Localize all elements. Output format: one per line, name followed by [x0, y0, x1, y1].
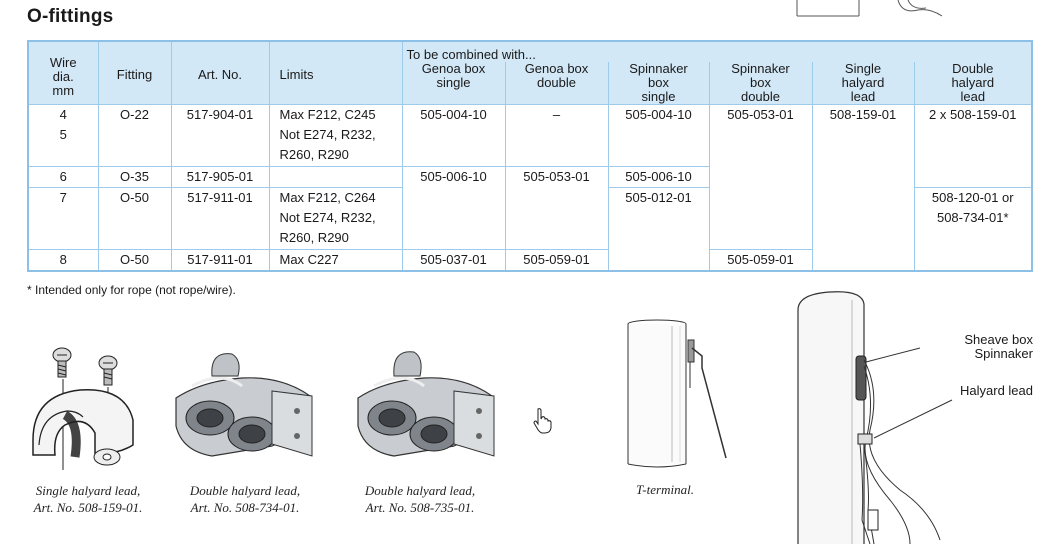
cell-art-no: 517-911-01	[171, 187, 269, 249]
cell-genoa-double: –	[505, 105, 608, 167]
cell-genoa-double: 505-053-01	[505, 166, 608, 249]
cell-wire: 6	[28, 166, 98, 187]
table-row	[28, 105, 1032, 167]
header-genoa-double: Genoa box double	[505, 62, 608, 105]
cell-double-halyard-lead: 2 x 508-159-01	[914, 105, 1032, 188]
cell-art-no: 517-905-01	[171, 166, 269, 187]
cell-genoa-single: 505-004-10	[402, 105, 505, 167]
mast-sheave-box-image	[790, 290, 960, 544]
single-halyard-lead-image	[25, 345, 145, 475]
cell-fitting: O-50	[98, 187, 171, 249]
cell-genoa-double: 505-059-01	[505, 249, 608, 271]
cell-art-no: 517-911-01	[171, 249, 269, 271]
cell-art-no: 517-904-01	[171, 105, 269, 167]
cell-single-halyard-lead: 508-159-01	[812, 105, 914, 272]
cell-spinnaker-double: 505-059-01	[709, 249, 812, 271]
sheave-box-callout: Sheave box Spinnaker	[964, 332, 1033, 361]
specification-table	[27, 40, 1033, 272]
cell-fitting: O-50	[98, 249, 171, 271]
header-spinnaker-double: Spinnaker box double	[709, 62, 812, 105]
cell-spinnaker-single: 505-012-01	[608, 187, 709, 271]
header-spinnaker-single: Spinnaker box single	[608, 62, 709, 105]
cell-limits: Max F212, C264 Not E274, R232, R260, R290	[269, 187, 402, 249]
header-wire-dia: Wire dia. mm	[28, 41, 98, 105]
double-halyard-lead-735-caption: Double halyard lead, Art. No. 508-735-01.	[364, 483, 476, 515]
cell-fitting: O-22	[98, 105, 171, 167]
cell-genoa-single: 505-006-10	[402, 166, 505, 249]
double-halyard-lead-734-caption: Double halyard lead, Art. No. 508-734-01.	[189, 483, 301, 515]
double-halyard-lead-735-image	[352, 344, 502, 476]
header-limits: Limits	[269, 41, 402, 105]
cell-wire: 7	[28, 187, 98, 249]
cell-limits	[269, 166, 402, 187]
hand-cursor-icon	[533, 408, 553, 434]
cell-spinnaker-single: 505-006-10	[608, 166, 709, 187]
header-combined-with: To be combined with...	[402, 41, 1032, 62]
header-genoa-single: Genoa box single	[402, 62, 505, 105]
cell-double-halyard-lead: 508-120-01 or 508-734-01*	[914, 187, 1032, 271]
header-fitting: Fitting	[98, 41, 171, 105]
cell-limits: Max C227	[269, 249, 402, 271]
double-halyard-lead-734-image	[172, 346, 322, 476]
header-art-no: Art. No.	[171, 41, 269, 105]
cell-spinnaker-double: 505-053-01	[709, 105, 812, 250]
cell-wire: 4 5	[28, 105, 98, 167]
cell-fitting: O-35	[98, 166, 171, 187]
cell-limits: Max F212, C245 Not E274, R232, R260, R290	[269, 105, 402, 167]
page-title: O-fittings	[27, 6, 114, 27]
header-single-halyard-lead: Single halyard lead	[812, 62, 914, 105]
t-terminal-image	[622, 318, 732, 470]
halyard-lead-callout: Halyard lead	[960, 383, 1033, 398]
footnote: * Intended only for rope (not rope/wire).	[27, 283, 236, 297]
t-terminal-caption: T-terminal.	[636, 482, 694, 497]
cell-wire: 8	[28, 249, 98, 271]
header-double-halyard-lead: Double halyard lead	[914, 62, 1032, 105]
cell-spinnaker-single: 505-004-10	[608, 105, 709, 167]
cell-genoa-single: 505-037-01	[402, 249, 505, 271]
single-halyard-lead-caption: Single halyard lead, Art. No. 508-159-01.	[33, 483, 143, 515]
mast-fragment-top	[790, 0, 950, 18]
